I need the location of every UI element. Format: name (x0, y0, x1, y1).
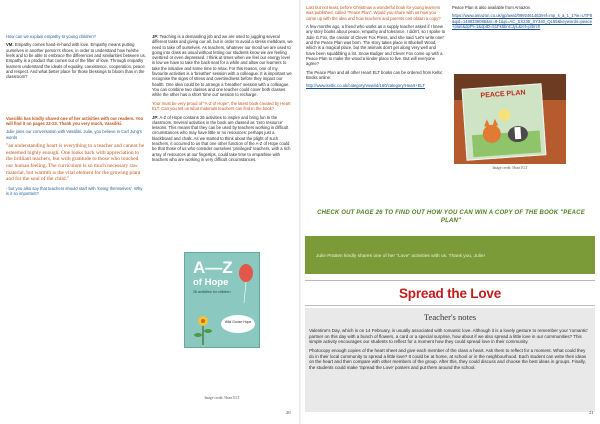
book-title: A—Z (193, 258, 233, 277)
answer-text: A-Z of Hope contains 26 activities to inspire and bring fun to the classroom. Several activities in the book are classed as 'zero resource' lessons. This means that they can be used by teachers working in difficult circumstances who may have little or no resources: perhaps just a blackboard and chalk. As we started to think about the plight of such teachers, it occurred to us that one other function of the A-Z of Hope could be that those of us who consider ourselves 'privileged' teachers, with a rich array of resources at our fingertips, could take time to empathise with teachers who are working in very difficult circumstances. (152, 114, 291, 162)
right-column-2 (452, 5, 594, 33)
answer-stress (152, 34, 294, 98)
answer-label: JP: (152, 114, 159, 120)
amazon-link[interactable]: https://www.amazon.co.uk/gp/aw/d/0992461463/ref=mp_s_a_1_1?ie=UTF8&qid=1488339088&sr=8-1&pi=AC_SX236_SY340_QL65&keywords=peace+plan&dpPl=1&dpID=51Fk5bnCJyL&ref=plSrch (452, 13, 593, 30)
julie-banner-text: Julie Pratten kindly shares one of her "Love" activities with us. Thank you, Julie! (316, 254, 485, 259)
book-tagline: 26 activities for children (193, 290, 231, 294)
highlight-vassiliki: Vassiliki has kindly shared one of her activities with our readers. You will find it on pages 22-23. Thank you very much, Vassiliki. (6, 115, 144, 126)
answer-label: VM: (6, 42, 14, 48)
left-column-1 (6, 34, 146, 200)
question-loving-themselves: - but you also say that teachers should start with 'loving themselves'. Why is it so important? (6, 185, 143, 197)
section-title: Spread the Love (398, 286, 502, 301)
section-title-box (305, 280, 595, 306)
competition-callout: CHECK OUT PAGE 26 TO FIND OUT HOW YOU CAN WIN A COPY OF THE BOOK "PEACE PLAN" (317, 210, 585, 224)
question-peace-plan: Last but not least, before Christmas a wonderful book for young learners was published, called "Peace Plan". Would you share with us how you came up with the idea and how teachers and parents can obtain a copy? (306, 5, 441, 21)
keltic-books-text: The Peace Plan and all other Heart ELT books can be ordered from Keltic Books online: (306, 69, 443, 80)
notes-paragraph-2: Photocopy enough copies of the heart sheet and give each member of the class a heart. Ask them to reflect for a moment. What could they do in their local community to spread a little love? It could be at home, at school or in the neighbourhood. Each student can write their ideas on the heart and then compare with other members of the group. After this, they could discuss and choose the best ideas in groups. Finally, the students could make 'Spread the Love' posters and put them around the school. (309, 347, 587, 370)
animals-icon (470, 101, 541, 158)
flower-icon (189, 311, 219, 345)
book-in-photo (462, 83, 547, 160)
teachers-notes-heading: Teacher's notes (423, 312, 477, 322)
question-empathy: How can we explain empathy to young children? (6, 34, 96, 39)
peace-plan-caption: Image credit: Heart ELT (492, 166, 528, 170)
peace-plan-story: A few months ago, a friend who works as a supply teacher asked if I knew any story books about peace, empathy and tolerance. I didn't, so I spoke to Julie G.Fox, the creator of Clever Fox Press, and she said 'Let's write one!' and the Peace Plan was born. The story takes place in Bluebell Wood, which is a magical place, but the animals don't get along very well and have been squabbling a lot. Snow Badger and Clever Fox come up with a Peace Plan to make the wood a kinder place to live. But will everyone agree? (306, 24, 446, 67)
left-column-2 (152, 34, 294, 165)
question-julie: Julie joins our conversation with Vassiliki. Julie, you believe in Carl Jung's words (6, 129, 142, 140)
answer-a-z-of-hope (152, 115, 294, 163)
answer-text: Teaching is a demanding job and we are used to juggling several different tasks and giving our all, but in order to avoid a stress meltdown, we need to take off ourselves. As teachers, whatever our mood we are used to going into class as usual without letting our students know we are feeling overtired or even depressed. I think at times when we feel our energy level is low we have to take the back seat for a while and allow our learners to take the initiative and some time to relax. For this reason, one of my favourite activities is a 'breather' session with a colleague. It is important we recognise the signs of stress and overtiredness before they impact our health. One idea could be to arrange a 'breather' session with a colleague. You can combine two classes and one teacher could cover both classes while the other has a short 'time out' session to recharge. (152, 34, 293, 98)
answer-label: JP: (152, 34, 159, 39)
teachers-notes-body (309, 328, 591, 374)
peace-plan-photo (454, 74, 566, 164)
question-a-z-of-hope: Your must be very proud of "A-Z of Hope", the latest book created by Heart ELT. Can you tell us what materials teachers can find in the book? (152, 100, 291, 112)
peace-plan-title: PEACE PLAN (480, 89, 526, 100)
balloon-icon (235, 263, 257, 303)
page-number-left: 20 (286, 410, 291, 415)
amazon-text: Peace Plan is also available from Amazon. (452, 5, 532, 10)
a-z-of-hope-cover (184, 252, 260, 348)
book-subtitle: of Hope (193, 277, 229, 288)
notes-paragraph-1: Valentine's Day, which is on 14 February, is usually associated with romantic love. Although it is a lovely gesture to remember your 'romantic' partner on this day with a bunch of flowers, a card or a special surprise, how about if we also spread a little love in our communities? This simple activity encourages our students to reflect for a moment how they could spread love in their community. (309, 328, 589, 345)
book-caption: Image credit: Heart ELT (204, 396, 240, 400)
book-badge: Wild Goose Hope (221, 315, 255, 333)
answer-text: Empathy comes hand-in-hand with love. Empathy means putting ourselves in another person's shoes, in order to understand how he/she feels and to be able to embrace the differences and similarities between us. Empathy is a product that comes out of the filter of love. Through empathy learners understand the ideals of equality, coexistence, cooperation, peace and respect. And what better place for those blessings to bloom than in the classroom? (6, 42, 146, 80)
jung-quote: "an understanding heart is everything to a teacher and cannot be esteemed highly enough. One looks back with appreciation to the brilliant teachers, but with gratitude to those who touched our human feeling. The curriculum is so much necessary raw material, but warmth is the vital element for the growing plant and for the soul of the child." (6, 143, 145, 183)
keltic-books-link[interactable]: http://www.keltic.co.uk/category/view/id/160/category/Heart+ELT (306, 83, 425, 89)
page-number-right: 21 (589, 410, 594, 415)
answer-empathy (6, 42, 146, 79)
right-column-1 (306, 5, 446, 92)
